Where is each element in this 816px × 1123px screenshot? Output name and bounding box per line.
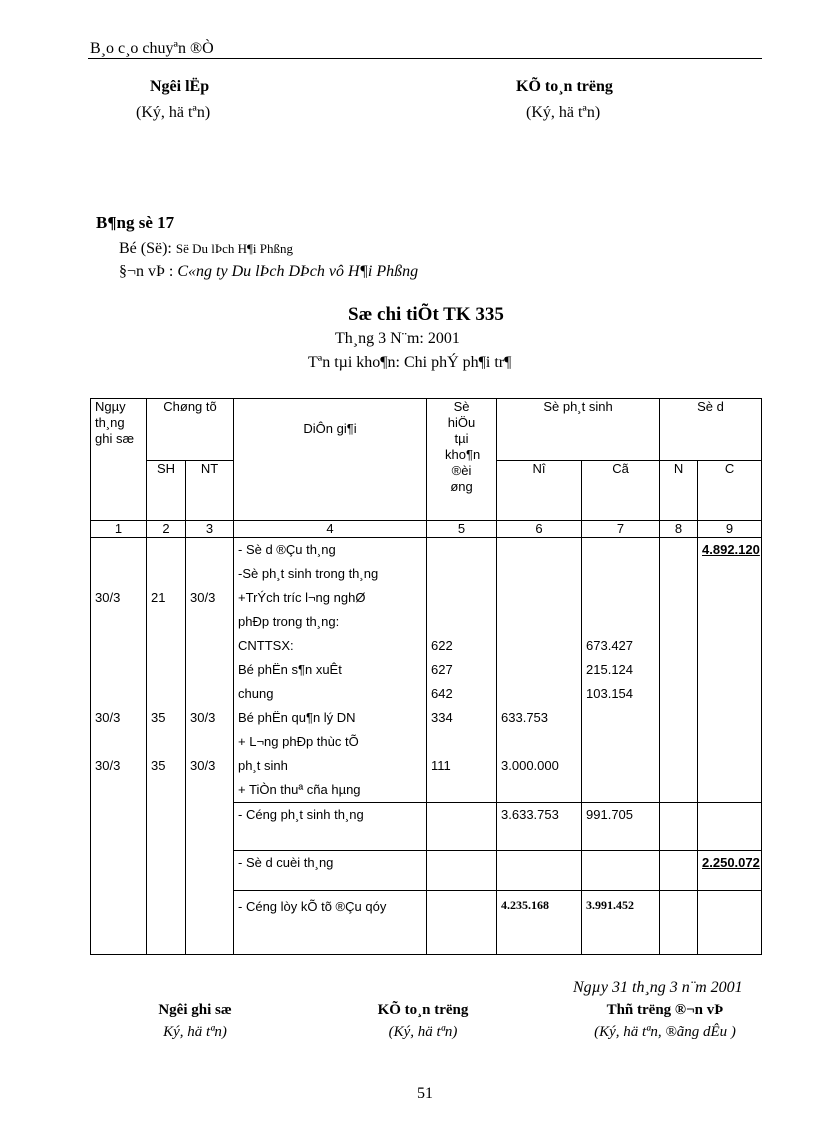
header-description-text: DiÔn gi¶i <box>303 421 357 436</box>
body-credit-col: 673.427 215.124 103.154 <box>582 538 660 803</box>
col-number: 3 <box>186 521 234 538</box>
closing-balance-label: - Sè d cuèi th¸ng <box>234 851 427 891</box>
cumulative-row <box>91 891 762 955</box>
ministry-label: Bé (Së): <box>119 240 172 257</box>
body-account-col: 622 627 642 334 111 <box>427 538 497 803</box>
col-number: 4 <box>234 521 427 538</box>
preparer-note: (Ký, hä tªn) <box>136 104 211 121</box>
header-date: Ngµy th¸ng ghi sæ <box>91 399 147 521</box>
col-number: 5 <box>427 521 497 538</box>
header-balance: Sè d <box>660 399 762 461</box>
chief-accountant-bottom-note: (Ký, hä tªn) <box>388 1024 458 1040</box>
col-number: 6 <box>497 521 582 538</box>
table-number: B¶ng sè 17 <box>96 213 175 232</box>
header-debit: Nî <box>497 461 582 521</box>
unit-line <box>119 263 418 281</box>
header-n: N <box>660 461 698 521</box>
closing-balance-value: 2.250.072 <box>698 851 762 891</box>
page-number: 51 <box>417 1085 433 1102</box>
body-n-col <box>660 538 698 803</box>
col-number: 2 <box>147 521 186 538</box>
bookkeeper-note: Ký, hä tªn) <box>163 1024 227 1040</box>
ledger-account: Tªn tµi kho¶n: Chi phÝ ph¶i tr¶ <box>308 354 512 371</box>
total-arising-debit: 3.633.753 <box>497 803 582 851</box>
chief-accountant-role: KÕ to¸n trëng <box>516 78 613 95</box>
total-arising-credit: 991.705 <box>582 803 660 851</box>
col-number: 7 <box>582 521 660 538</box>
total-arising-label: - Céng ph¸t sinh th¸ng <box>234 803 427 851</box>
total-arising-row <box>91 803 762 851</box>
header-account-no: Sè hiÖu tµi kho¶n ®èi øng <box>427 399 497 521</box>
header-credit: Cã <box>582 461 660 521</box>
unit-label: §¬n vÞ : <box>119 263 174 280</box>
col-number: 9 <box>698 521 762 538</box>
bookkeeper-role: Ngêi ghi sæ <box>158 1002 232 1018</box>
header-description <box>234 399 427 521</box>
report-header: B¸o c¸o chuyªn ®Ò <box>90 40 214 57</box>
col-number: 8 <box>660 521 698 538</box>
opening-balance-value: 4.892.120 <box>702 542 760 557</box>
ledger-period: Th¸ng 3 N¨m: 2001 <box>335 330 460 347</box>
body-debit-col: 633.753 3.000.000 <box>497 538 582 803</box>
body-description-col: - Sè d ®Çu th¸ng -Sè ph¸t sinh trong th¸ng +TrÝch tríc l¬ng nghØ phÐp trong th¸ng: CNTTSX: Bé phËn s¶n xuÊt chung Bé phËn qu¶n lý DN + L¬ng phÐp thùc tÕ ph¸t sinh + TiÒn thuª cña hµng <box>234 538 427 803</box>
ministry-value: Së Du lÞch H¶i Phßng <box>175 241 293 256</box>
chief-accountant-bottom-role: KÕ to¸n trëng <box>377 1002 469 1018</box>
header-nt: NT <box>186 461 234 521</box>
ministry-line <box>119 240 293 258</box>
chief-accountant-note: (Ký, hä tªn) <box>526 104 601 121</box>
sign-date: Ngµy 31 th¸ng 3 n¨m 2001 <box>573 979 743 996</box>
body-date-col: 30/3 30/3 30/3 <box>91 538 147 803</box>
closing-balance-row <box>91 851 762 891</box>
body-nt-col: 30/3 30/3 30/3 <box>186 538 234 803</box>
unit-head-role: Thñ trëng ®¬n vÞ <box>606 1002 724 1018</box>
header-sh: SH <box>147 461 186 521</box>
unit-head-note: (Ký, hä tªn, ®ãng dÊu ) <box>594 1024 736 1040</box>
body-sh-col: 21 35 35 <box>147 538 186 803</box>
header-divider <box>88 58 762 59</box>
ledger-body-row <box>91 538 762 803</box>
col-number: 1 <box>91 521 147 538</box>
header-c: C <box>698 461 762 521</box>
column-number-row <box>91 521 762 538</box>
cumulative-credit: 3.991.452 <box>582 891 660 955</box>
ledger-table <box>90 398 762 955</box>
cumulative-label: - Céng lòy kÕ tõ ®Çu qóy <box>234 891 427 955</box>
header-voucher: Chøng tõ <box>147 399 234 461</box>
unit-value: C«ng ty Du lÞch DÞch vô H¶i Phßng <box>177 263 419 280</box>
body-c-col <box>698 538 762 803</box>
opening-balance-label: - Sè d ®Çu th¸ng <box>238 542 336 557</box>
ledger-title: Sæ chi tiÕt TK 335 <box>348 304 504 325</box>
header-arising: Sè ph¸t sinh <box>497 399 660 461</box>
cumulative-debit: 4.235.168 <box>497 891 582 955</box>
preparer-role: Ngêi lËp <box>150 78 210 95</box>
